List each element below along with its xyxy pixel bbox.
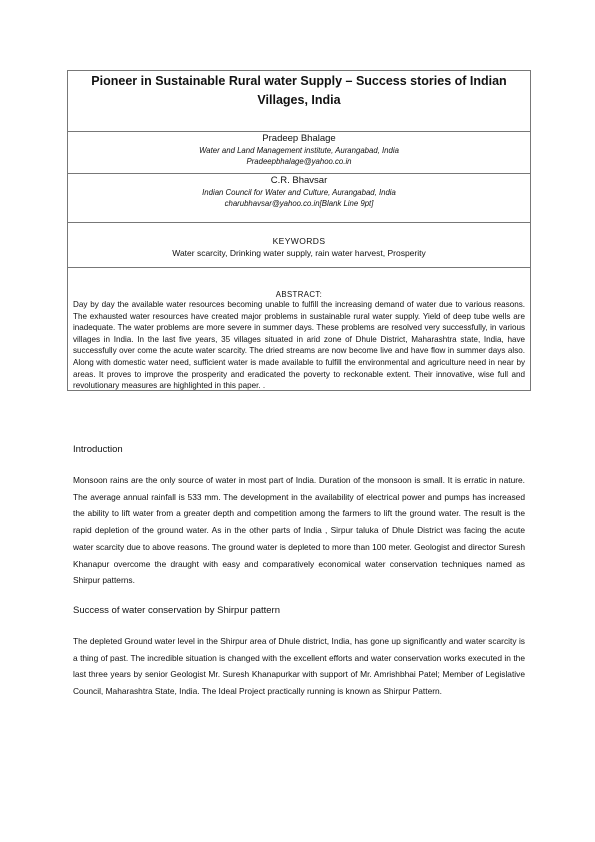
author-name: Pradeep Bhalage [262,133,336,144]
paper-title-cell [68,71,530,132]
section-heading: Success of water conservation by Shirpur pattern [73,605,280,616]
section-heading: Introduction [73,444,123,455]
abstract-heading: ABSTRACT: [275,290,323,299]
author-email[interactable]: charubhavsar@yahoo.co.in[Blank Line 9pt] [224,199,374,208]
author-email[interactable]: Pradeepbhalage@yahoo.co.in [246,157,352,166]
abstract-text: Day by day the available water resources becoming unable to fulfill the increasing demand of water due to various reasons. The exhausted water resources have created major problems in sustainable rural water supply. Yield of deep tube wells are inadequate. The water problems are more severe in summer days. These problems are resolved very successfully, in various villages in India. In the last five years, 35 villages situated in arid zone of Dhule District, Maharashtra state, India, have successfully over come the acute water scarcity. The dried streams are now become live and have flow in summer days also. Along with domestic water need, sufficient water is made available to fulfill the environmental and agriculture need in near by areas. It proves to improve the prosperity and eradicated the poverty to reckonable extent. Their innovative, wise full and revolutionary measures are highlighted in this paper. . [73,300,525,391]
section-paragraph: The depleted Ground water level in the Shirpur area of Dhule district, India, has gone up significantly and water scarcity is a thing of past. The incredible situation is changed with the excellent efforts and water conservation works executed in the last three years by senior Geologist Mr. Suresh Khanapurkar with support of Mr. Amrishbhai Patel; Member of Legislative Council, Maharashtra State, India. The Ideal Project practically running is known as Shirpur Pattern. [73,636,525,697]
author-name: C.R. Bhavsar [270,175,328,186]
author-block-1 [68,132,530,174]
keywords-text: Water scarcity, Drinking water supply, rain water harvest, Prosperity [172,248,426,258]
author-affiliation: Indian Council for Water and Culture, Aurangabad, India [202,188,396,197]
author-block-2 [68,174,530,223]
abstract-block [68,268,530,390]
front-matter-box [67,70,531,391]
introduction-section [73,444,525,589]
section-paragraph: Monsoon rains are the only source of water in most part of India. Duration of the monsoon is small. It is erratic in nature. The average annual rainfall is 533 mm. The development in the availability of electrical power and pumps has increased the ability to lift water from a greater depth and competition among the farmers to lift the ground water. The result is the rapid depletion of the ground water. As in the other parts of India , Sirpur taluka of Dhule District was facing the acute water scarcity due to above reasons. The ground water is depleted to more than 100 meter. Geologist and director Suresh Khanapur overcome the draught with easy and comparatively economical water conservation techniques named as Shirpur patterns. [73,475,525,586]
paper-title: Pioneer in Sustainable Rural water Supply – Success stories of Indian Villages, India [91,74,507,107]
keywords-heading: KEYWORDS [272,236,326,246]
keywords-block [68,223,530,268]
author-affiliation: Water and Land Management institute, Aurangabad, India [199,146,399,155]
shirpur-section [73,605,525,700]
